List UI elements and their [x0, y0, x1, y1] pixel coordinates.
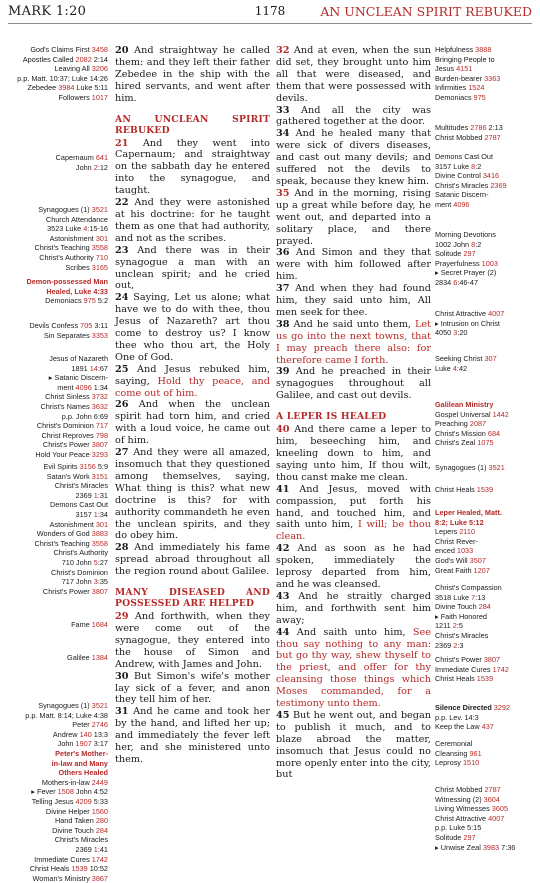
margin-reference: Wonders of God 3883 — [36, 529, 108, 539]
margin-reference: Zebedee 3984 Luke 5:11 — [27, 83, 108, 93]
margin-reference: Divine Control 3416 — [435, 171, 500, 181]
margin-reference: Telling Jesus 4209 5:33 — [31, 796, 108, 806]
right-margin-group — [435, 785, 515, 852]
margin-reference: Satan's Work 3151 — [46, 471, 108, 481]
margin-reference: 710 John 5:27 — [61, 557, 108, 567]
margin-reference: 4050 3:20 — [435, 328, 468, 338]
verse-37: 37 And when they had found him, they said unto him, All men seek for thee. — [276, 283, 431, 318]
header-rule — [8, 23, 532, 24]
margin-reference: 2369 1:31 — [75, 490, 108, 500]
margin-reference: Infirmities 1524 — [435, 83, 485, 93]
verse-33: 33 And all the city was gathered together at the door. — [276, 104, 431, 128]
margin-reference: Healed, Luke 4:33 — [46, 286, 108, 296]
margin-reference: Leper Healed, Matt. — [435, 508, 502, 517]
margin-reference: Hand Taken 280 — [54, 816, 108, 826]
margin-reference: Christ's Compassion — [435, 583, 502, 592]
left-margin-group — [17, 45, 108, 103]
margin-reference: Galilean Ministry — [435, 400, 494, 409]
verse-43: 43 And he straitly charged him, and forthwith sent him away; — [276, 590, 431, 626]
margin-reference: Burden-bearer 3363 — [435, 73, 501, 83]
verse-23: 23 And there was in their synagogue a man with an unclean spirit; and he cried out, — [115, 244, 270, 292]
margin-reference: Christ's Power 3807 — [42, 586, 108, 596]
right-margin-group — [435, 739, 482, 768]
margin-reference: Divine Touch 284 — [52, 825, 108, 835]
right-margin-group — [435, 230, 498, 288]
margin-reference: God's Will 3507 — [435, 555, 486, 565]
verse-30: 30 But Simon's wife's mother lay sick of a fever, and anon they tell him of her. — [115, 670, 270, 706]
margin-reference: Christ's Zeal 1075 — [435, 438, 494, 448]
margin-reference: Christ Mobbed 2787 — [435, 785, 501, 794]
margin-reference: Divine Helper 1560 — [45, 806, 108, 816]
margin-reference: Astonishment 301 — [49, 519, 108, 529]
margin-reference: 2834 6:46-47 — [435, 277, 479, 287]
margin-reference: Fame 1684 — [71, 620, 108, 629]
verse-24: 24 Saying, Let us alone; what have we to do with thee, thou Jesus of Nazareth? art thou come to destroy us? I know thee who thou art, the Holy One of God. — [115, 292, 270, 363]
margin-reference: Christ's Dominion — [51, 567, 108, 577]
margin-reference: Mothers-in-law 2449 — [41, 777, 108, 787]
right-margin-notes — [435, 45, 540, 852]
verse-36: 36 And Simon and they that were with him followed after him. — [276, 247, 431, 283]
margin-reference: Christ's Mission 684 — [435, 428, 501, 438]
margin-reference: Synagogues (1) 3521 — [38, 701, 108, 710]
margin-reference: Christ's Names 3632 — [40, 401, 108, 411]
page-number: 1178 — [254, 4, 286, 18]
margin-reference: 2369 1:41 — [75, 844, 108, 854]
margin-reference: Christ's Power 3807 — [42, 440, 108, 450]
right-margin-group — [435, 463, 505, 473]
left-margin-group — [35, 354, 108, 460]
verse-42: 42 And as soon as he had spoken, immediately the leprosy departed from him, and he was cleansed. — [276, 543, 431, 590]
left-margin-group — [26, 277, 108, 306]
verse-35: 35 And in the morning, rising up a great while before day, he went out, and departed into a solitary place, and there prayed. — [276, 187, 431, 247]
margin-reference: Multitudes 2786 2:13 — [435, 123, 503, 132]
margin-reference: Christ Heals 1539 — [435, 485, 494, 494]
margin-reference: Prayerfulness 1003 — [435, 258, 498, 268]
verse-20: 20 And straightway he called them: and they left their father Zebedee in the ship with the hired servants, and went after him. — [115, 45, 270, 104]
margin-reference: Christ Reproves 798 — [41, 430, 108, 440]
right-margin-group — [435, 123, 503, 142]
margin-reference: Christ Rever- — [435, 536, 478, 546]
margin-reference: Great Faith 1207 — [435, 565, 490, 575]
margin-reference: 1891 14:67 — [71, 363, 108, 373]
verse-39: 39 And he preached in their synagogues throughout all Galilee, and cast out devils. — [276, 366, 431, 402]
margin-reference: Lepers 2110 — [435, 527, 476, 537]
margin-reference: Christ's Miracles — [54, 481, 108, 491]
margin-reference: 1002 John 8:2 — [435, 239, 482, 249]
margin-reference: Evil Spirits 3156 5:9 — [43, 462, 108, 471]
margin-reference: Christ Heals 1539 — [435, 674, 494, 684]
margin-reference: 1211 2:5 — [435, 621, 463, 631]
left-margin-notes — [0, 45, 110, 883]
margin-reference: Christ's Miracles 2369 — [435, 180, 507, 190]
right-margin-group — [435, 354, 497, 373]
margin-reference: Satanic Discern- — [435, 190, 489, 200]
margin-reference: p.p. Lev. 14:3 — [435, 712, 479, 722]
margin-reference: Others Healed — [58, 768, 108, 778]
margin-reference: Christ Heals 1539 10:52 — [29, 864, 108, 874]
margin-reference: Sin Separates 3353 — [43, 330, 108, 340]
right-margin-group — [435, 508, 502, 575]
running-title: AN UNCLEAN SPIRIT REBUKED — [320, 4, 532, 19]
margin-reference: Christ's Miracles — [54, 835, 108, 845]
margin-reference: Solitude 297 — [435, 249, 476, 259]
margin-reference: ▸ Fever 1508 John 4:52 — [31, 787, 108, 797]
margin-reference: 8:2; Luke 5:12 — [435, 517, 484, 527]
verse-32: 32 And at even, when the sun did set, they brought unto him all that were diseased, and them that were possessed with devils. — [276, 45, 431, 104]
margin-reference: ▸ Unwise Zeal 3983 7:36 — [435, 842, 516, 852]
margin-reference: Leprosy 1510 — [435, 758, 480, 768]
margin-reference: Living Witnesses 3605 — [435, 804, 509, 814]
verse-45: 45 But he went out, and began to publish it much, and to blaze abroad the matter, insomuch that Jesus could no more openly enter into the city, but — [276, 709, 431, 781]
verse-34: 34 And he healed many that were sick of divers diseases, and cast out many devils; and suffered not the devils to speak, because they knew him. — [276, 128, 431, 187]
margin-reference: Immediate Cures 1742 — [435, 664, 509, 674]
margin-reference: Christ's Teaching 3558 — [34, 243, 108, 253]
margin-reference: God's Claims First 3458 — [30, 45, 108, 54]
margin-reference: ment 4096 — [435, 199, 470, 209]
margin-reference: Leaving All 3206 — [54, 64, 108, 74]
margin-reference: Silence Directed 3292 — [435, 703, 511, 712]
section-heading-many-diseased: MANY DISEASED AND POSSESSED ARE HELPED — [115, 587, 270, 610]
verse-41: 41 And Jesus, moved with compassion, put forth his hand, and touched him, and saith unto him, I will; be thou clean. — [276, 483, 431, 543]
right-margin-group — [435, 309, 504, 338]
margin-reference: Galilee 1384 — [67, 653, 108, 662]
margin-reference: Woman's Ministry 3867 — [32, 873, 108, 883]
margin-reference: Christ Attractive 4007 — [435, 813, 505, 823]
margin-reference: John 1907 3:17 — [57, 739, 108, 749]
margin-reference: Synagogues (1) 3521 — [38, 205, 108, 214]
right-text-column — [276, 45, 431, 781]
margin-reference: Followers 1017 — [58, 92, 108, 102]
chapter-reference: MARK 1:20 — [8, 4, 87, 19]
margin-reference: 3523 Luke 4:15-16 — [47, 224, 108, 234]
margin-reference: Andrew 140 13:3 — [52, 729, 108, 739]
margin-reference: 717 John 3:35 — [61, 577, 108, 587]
right-margin-group — [435, 485, 493, 495]
margin-reference: Astonishment 301 — [49, 233, 108, 243]
margin-reference: Christ's Dominion 717 — [36, 421, 108, 431]
right-margin-group — [435, 45, 500, 103]
margin-reference: 3157 Luke 8:2 — [435, 161, 482, 171]
margin-reference: Hold Your Peace 3293 — [35, 449, 108, 459]
margin-reference: Scribes 3165 — [65, 262, 108, 272]
right-margin-group — [435, 655, 509, 684]
margin-reference: p.p. Matt. 10:37; Luke 14:26 — [17, 73, 108, 83]
verse-25: 25 And Jesus rebuked him, saying, Hold thy peace, and come out of him. — [115, 363, 270, 399]
verse-40: 40 And there came a leper to him, beseeching him, and kneeling down to him, and saying unto him, If thou wilt, thou canst make me clean. — [276, 424, 431, 483]
margin-reference: John 2:12 — [75, 162, 108, 172]
margin-reference: 3518 Luke 7:13 — [435, 592, 486, 602]
margin-reference: Jesus of Nazareth — [49, 354, 108, 363]
margin-reference: Preaching 2087 — [435, 419, 487, 429]
margin-reference: Divine Touch 284 — [435, 602, 491, 612]
margin-reference: Christ Attractive 4007 — [435, 309, 505, 318]
left-margin-group — [71, 620, 108, 630]
margin-reference: Solitude 297 — [435, 832, 476, 842]
verse-28: 28 And immediately his fame spread abroad throughout all the region round about Galilee. — [115, 542, 270, 578]
left-margin-group — [67, 653, 108, 663]
margin-reference: ▸ Intrusion on Christ — [435, 318, 500, 328]
margin-reference: ▸ Faith Honored — [435, 611, 487, 621]
margin-reference: Jesus 4151 — [435, 64, 473, 74]
margin-reference: Christ Sinless 3732 — [45, 392, 108, 402]
left-margin-group — [35, 462, 108, 596]
margin-reference: Gospel Universal 1442 — [435, 409, 509, 419]
margin-reference: ▸ Secret Prayer (2) — [435, 268, 497, 278]
margin-reference: Luke 4:42 — [435, 363, 468, 373]
margin-reference: Peter's Mother- — [55, 748, 108, 758]
margin-reference: Christ's Power 3807 — [435, 655, 501, 664]
left-text-column — [115, 45, 270, 766]
verse-27: 27 And they were all amazed, insomuch that they questioned among themselves, saying, What thing is this? what new doctrine is this? for with authority commandeth he even the unclean spirits, and they do obey him. — [115, 447, 270, 542]
margin-reference: Seeking Christ 307 — [435, 354, 497, 363]
margin-reference: 2369 2:3 — [435, 640, 464, 650]
margin-reference: Ceremonial — [435, 739, 473, 748]
left-margin-group — [35, 205, 108, 272]
verse-21: 21 And they went into Capernaum; and straightway on the sabbath day he entered into the synagogue, and taught. — [115, 137, 270, 197]
margin-reference: in-law and Many — [51, 758, 108, 768]
left-margin-group — [25, 701, 108, 883]
margin-reference: Witnessing (2) 3604 — [435, 794, 500, 804]
margin-reference: Immediate Cures 1742 — [34, 854, 108, 864]
margin-reference: ▸ Satanic Discern- — [48, 373, 108, 383]
margin-reference: Christ's Authority — [53, 548, 108, 558]
verse-31: 31 And he came and took her by the hand, and lifted her up; and immediately the fever left her, and she ministered unto them. — [115, 706, 270, 765]
page-header — [0, 0, 540, 26]
verse-22: 22 And they were astonished at his doctrine: for he taught them as one that had authority, and not as the scribes. — [115, 197, 270, 244]
margin-reference: Keep the Law 437 — [435, 722, 494, 732]
margin-reference: Christ's Teaching 3558 — [34, 538, 108, 548]
verse-29: 29 And forthwith, when they were come out of the synagogue, they entered into the house of Simon and Andrew, with James and John. — [115, 611, 270, 670]
margin-reference: Demoniacs 975 — [435, 92, 486, 102]
margin-reference: Peter 2746 — [72, 720, 108, 730]
margin-reference: p.p. Luke 5:15 — [435, 823, 482, 833]
margin-reference: enced 1033 — [435, 546, 474, 556]
margin-reference: Church Attendance — [45, 214, 108, 224]
section-heading-unclean-spirit: AN UNCLEAN SPIRIT REBUKED — [115, 113, 270, 136]
left-margin-group — [56, 153, 108, 172]
margin-reference: Christ's Miracles — [435, 630, 489, 640]
margin-reference: Demon-possessed Man — [26, 277, 108, 286]
margin-reference: Apostles Called 2082 2:14 — [22, 54, 108, 64]
margin-reference: Christ's Authority 710 — [39, 252, 108, 262]
margin-reference: ment 4096 1:34 — [57, 382, 108, 392]
margin-reference: Christ Mobbed 2787 — [435, 132, 501, 142]
margin-reference: 3157 1:34 — [75, 509, 108, 519]
margin-reference: Capernaum 641 — [55, 153, 108, 162]
verse-44: 44 And saith unto him, See thou say nothing to any man: but go thy way, shew thyself to the priest, and offer for thy cleansing those things which Moses commanded, for a testimony unto them. — [276, 626, 431, 710]
verse-38: 38 And he said unto them, Let us go into the next towns, that I may preach there also: for therefore came I forth. — [276, 318, 431, 366]
margin-reference: Bringing People to — [435, 54, 495, 64]
section-heading-leper-healed: A LEPER IS HEALED — [276, 411, 387, 423]
right-margin-group — [435, 703, 510, 732]
margin-reference: Demons Cast Out — [50, 500, 108, 510]
margin-reference: p.p. Matt. 8:14; Luke 4:38 — [25, 710, 108, 720]
margin-reference: Demons Cast Out — [435, 152, 493, 161]
margin-reference: Demoniacs 975 5:2 — [45, 296, 108, 306]
left-margin-group — [29, 321, 108, 340]
verse-26: 26 And when the unclean spirit had torn him, and cried with a loud voice, he came out of him. — [115, 399, 270, 447]
margin-reference: Cleansing 961 — [435, 748, 482, 758]
right-margin-group — [435, 152, 507, 210]
margin-reference: Morning Devotions — [435, 230, 496, 239]
right-margin-group — [435, 583, 502, 650]
right-margin-group — [435, 400, 509, 448]
margin-reference: Synagogues (1) 3521 — [435, 463, 505, 472]
margin-reference: p.p. John 6:69 — [61, 411, 108, 421]
margin-reference: Devils Confess 705 3:11 — [29, 321, 108, 330]
margin-reference: Helpfulness 3888 — [435, 45, 492, 54]
